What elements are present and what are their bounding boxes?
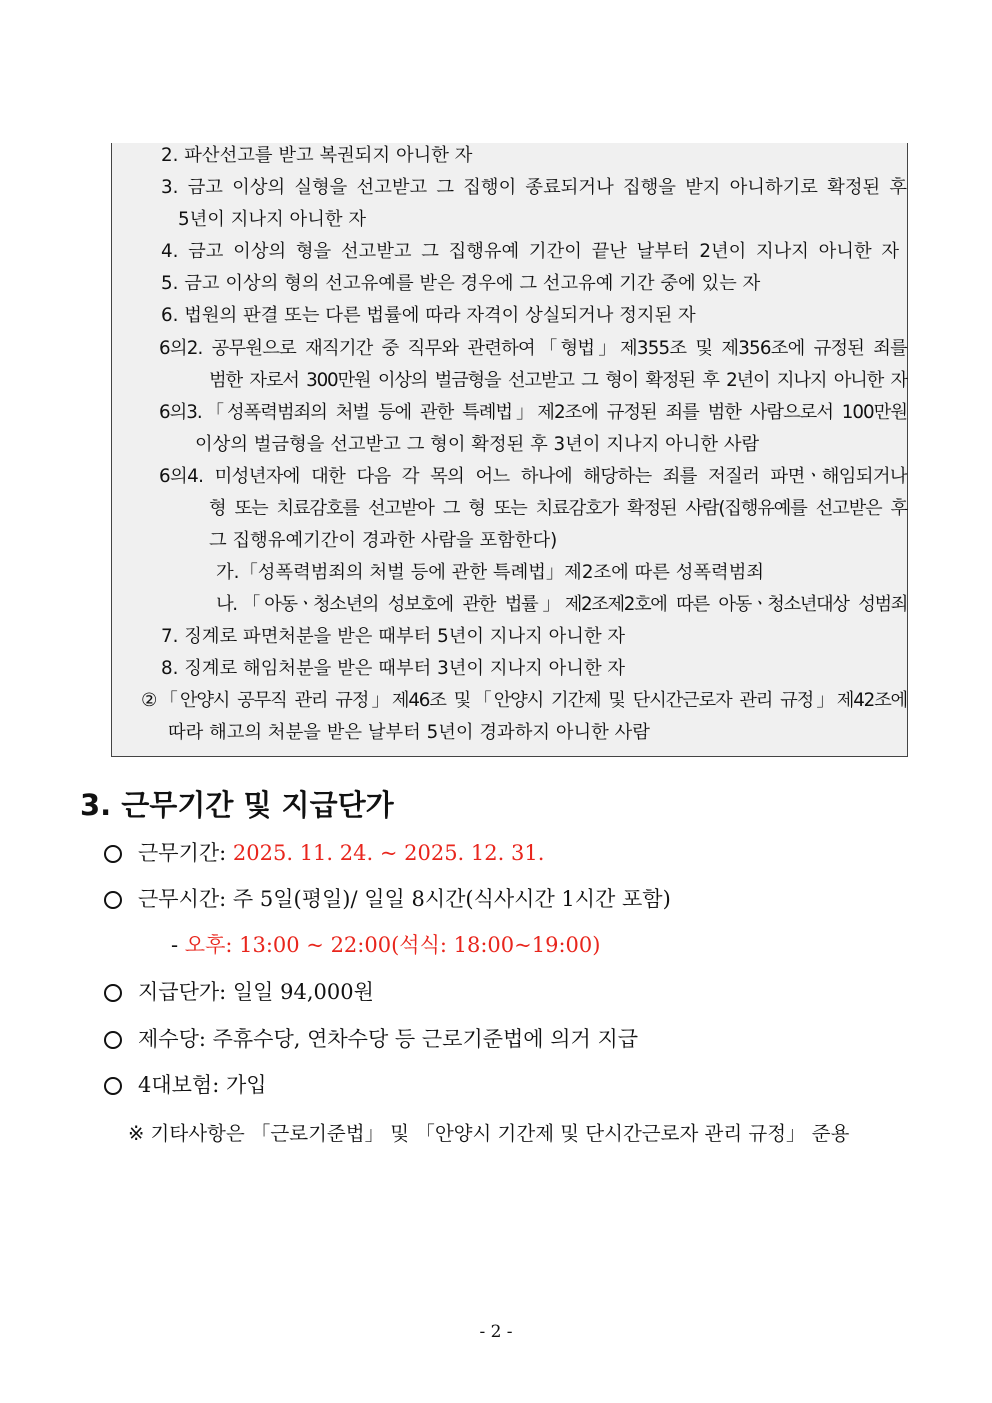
item-6-2: 6의2. 공무원으로 재직기간 중 직무와 관련하여「형법」제355조 및 제356조에 규정된 죄를 <box>159 338 907 359</box>
circle-bullet-icon <box>104 891 122 909</box>
circle-bullet-icon <box>104 1077 122 1095</box>
item-6-2-cont: 범한 자로서 300만원 이상의 벌금형을 선고받고 그 형이 확정된 후 2년이 지나지 아니한 자 <box>209 370 907 391</box>
insurance: 4대보험: 가입 <box>138 1073 267 1097</box>
item-6-4-ga: 가.「성폭력범죄의 처벌 등에 관한 특례법」제2조에 따른 성폭력범죄 <box>216 562 765 583</box>
work-hours: 근무시간: 주 5일(평일)/ 일일 8시간(식사시간 1시간 포함) <box>138 887 671 911</box>
item-5: 5. 금고 이상의 형의 선고유예를 받은 경우에 그 선고유예 기간 중에 있는 자 <box>161 273 761 294</box>
clause-2: ②「안양시 공무직 관리 규정」제46조 및「안양시 기간제 및 단시간근로자 관리 규정」제42조에 <box>141 690 907 711</box>
item-3-cont: 5년이 지나지 아니한 자 <box>178 209 367 230</box>
clause-2-cont: 따라 해고의 처분을 받은 날부터 5년이 경과하지 아니한 사람 <box>168 722 650 743</box>
item-6-4-cont2: 그 집행유예기간이 경과한 사람을 포함한다) <box>209 530 558 551</box>
pay-rate: 지급단가: 일일 94,000원 <box>138 980 374 1004</box>
item-6-4-na: 나.「아동ㆍ청소년의 성보호에 관한 법률」제2조제2호에 따른 아동ㆍ청소년대상 성범죄 <box>216 594 907 615</box>
work-period-label: 근무기간: <box>138 841 233 865</box>
item-2: 2. 파산선고를 받고 복권되지 아니한 자 <box>161 145 473 166</box>
item-6-3-cont: 이상의 벌금형을 선고받고 그 형이 확정된 후 3년이 지나지 아니한 사람 <box>195 434 760 455</box>
page-number: - 2 - <box>479 1322 513 1342</box>
item-7: 7. 징계로 파면처분을 받은 때부터 5년이 지나지 아니한 자 <box>161 626 626 647</box>
allowances: 제수당: 주휴수당, 연차수당 등 근로기준법에 의거 지급 <box>138 1027 639 1051</box>
circle-bullet-icon <box>104 845 122 863</box>
item-8: 8. 징계로 해임처분을 받은 때부터 3년이 지나지 아니한 자 <box>161 658 626 679</box>
section-title: 3. 근무기간 및 지급단가 <box>80 788 394 822</box>
circle-bullet-icon <box>104 984 122 1002</box>
item-6-4-cont1: 형 또는 치료감호를 선고받아 그 형 또는 치료감호가 확정된 사람(집행유예를 선고받은 후 <box>209 498 907 519</box>
other-notes: ※ 기타사항은 「근로기준법」 및 「안양시 기간제 및 단시간근로자 관리 규정」 준용 <box>128 1122 850 1145</box>
shift-dash: - <box>171 933 185 957</box>
item-3: 3. 금고 이상의 실형을 선고받고 그 집행이 종료되거나 집행을 받지 아니하기로 확정된 후 <box>161 177 907 198</box>
work-period <box>138 839 544 867</box>
shift-time <box>171 931 600 959</box>
item-6-4: 6의4. 미성년자에 대한 다음 각 목의 어느 하나에 해당하는 죄를 저질러 파면ㆍ해임되거나 <box>159 466 907 487</box>
work-period-value: 2025. 11. 24. ~ 2025. 12. 31. <box>232 841 545 865</box>
item-6-3: 6의3.「성폭력범죄의 처벌 등에 관한 특례법」제2조에 규정된 죄를 범한 사람으로서 100만원 <box>159 402 907 423</box>
item-4: 4. 금고 이상의 형을 선고받고 그 집행유예 기간이 끝난 날부터 2년이 지나지 아니한 자 <box>161 241 899 262</box>
circle-bullet-icon <box>104 1031 122 1049</box>
item-6: 6. 법원의 판결 또는 다른 법률에 따라 자격이 상실되거나 정지된 자 <box>161 305 696 326</box>
shift-value: 오후: 13:00 ~ 22:00(석식: 18:00~19:00) <box>184 933 601 957</box>
